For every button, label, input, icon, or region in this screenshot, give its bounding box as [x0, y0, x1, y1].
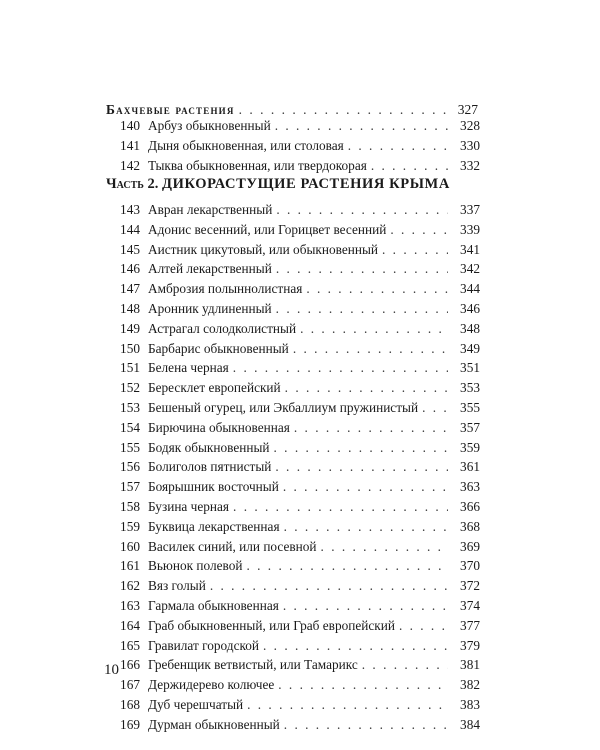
dot-leader [348, 138, 448, 154]
toc-entry-title: Авран лекарственный [148, 202, 273, 217]
toc-entry-number: 165 [120, 637, 140, 653]
toc-entry [106, 499, 480, 519]
toc-entry-page: 351 [460, 360, 480, 376]
toc-entry-page: 372 [460, 578, 480, 594]
dot-leader [210, 578, 448, 594]
toc-entry-title: Дуб черешчатый [148, 696, 244, 712]
toc-entry-page: 377 [460, 617, 480, 633]
toc-entry-number: 159 [120, 518, 140, 534]
toc-entry-number: 167 [120, 677, 140, 693]
toc-entry-number: 150 [120, 340, 140, 356]
dot-leader [294, 420, 448, 436]
toc-entry-number: 166 [120, 657, 140, 673]
toc-entry-title: Бузина черная [148, 498, 230, 514]
toc-entry-number: 162 [120, 578, 140, 594]
toc-entry [106, 539, 480, 559]
toc-entry-number: 155 [120, 439, 140, 455]
toc-list-part2 [106, 202, 480, 737]
toc-entry [106, 638, 480, 658]
toc-entry [106, 618, 480, 638]
toc-entry-number: 152 [120, 380, 140, 396]
toc-entry [106, 400, 480, 420]
toc-entry-page: 344 [460, 281, 480, 297]
toc-entry [106, 222, 480, 242]
toc-entry-title: Держидерево колючее [148, 677, 275, 693]
toc-entry-title: Граб обыкновенный, или Граб европейский [148, 617, 395, 633]
toc-entry-page: 330 [460, 137, 480, 153]
toc-entry-number: 147 [120, 281, 140, 297]
dot-leader [274, 440, 448, 456]
dot-leader [382, 242, 448, 258]
toc-entry-title: Арбуз обыкновенный [148, 118, 271, 133]
toc-entry-page: 366 [460, 498, 480, 514]
toc-entry-number: 156 [120, 459, 140, 475]
toc-entry-title: Дыня обыкновенная, или столовая [148, 137, 344, 153]
dot-leader [285, 380, 448, 396]
dot-leader [247, 558, 449, 574]
toc-entry-page: 361 [460, 459, 480, 475]
toc-entry [106, 321, 480, 341]
toc-entry-title: Гребенщик ветвистый, или Тамарикс [148, 657, 358, 673]
toc-entry [106, 118, 480, 138]
toc-entry-page: 363 [460, 479, 480, 495]
toc-entry-number: 160 [120, 538, 140, 554]
part-label: Часть 2. [106, 176, 159, 192]
toc-entry-page: 332 [460, 157, 480, 173]
toc-entry [106, 697, 480, 717]
toc-entry [106, 158, 480, 178]
toc-entry-title: Бодяк обыкновенный [148, 439, 270, 455]
dot-leader [371, 158, 448, 174]
toc-entry [106, 281, 480, 301]
dot-leader [233, 360, 448, 376]
toc-entry-title: Барбарис обыкновенный [148, 340, 289, 356]
toc-entry-number: 148 [120, 300, 140, 316]
toc-entry-page: 341 [460, 241, 480, 257]
toc-entry-page: 328 [460, 118, 480, 133]
toc-entry-number: 153 [120, 399, 140, 415]
toc-entry [106, 459, 480, 479]
dot-leader [278, 677, 448, 693]
toc-entry-page: 359 [460, 439, 480, 455]
dot-leader [233, 499, 448, 515]
toc-entry-page: 349 [460, 340, 480, 356]
toc-entry-title: Белена черная [148, 360, 229, 376]
toc-entry-number: 154 [120, 419, 140, 435]
toc-entry [106, 578, 480, 598]
toc-entry [106, 301, 480, 321]
toc-entry-page: 374 [460, 597, 480, 613]
toc-entry-title: Дурман обыкновенный [148, 716, 280, 732]
part-name: ДИКОРАСТУЩИЕ РАСТЕНИЯ КРЫМА [162, 176, 450, 192]
toc-entry-title: Бересклет европейский [148, 380, 281, 396]
toc-entry-number: 151 [120, 360, 140, 376]
toc-entry-page: 348 [460, 320, 480, 336]
toc-entry [106, 677, 480, 697]
part-title [106, 176, 486, 193]
toc-entry-page: 383 [460, 696, 480, 712]
toc-entry-page: 355 [460, 399, 480, 415]
toc-entry-title: Вьюнок полевой [148, 558, 243, 574]
section-heading-text: Бахчевые растения [106, 102, 235, 117]
toc-entry [106, 558, 480, 578]
toc-entry-page: 379 [460, 637, 480, 653]
section-heading-bakhchevye [106, 102, 478, 118]
dot-leader [275, 118, 448, 134]
toc-entry [106, 360, 480, 380]
toc-entry-title: Тыква обыкновенная, или твердокорая [148, 157, 367, 173]
dot-leader [283, 479, 448, 495]
toc-entry [106, 242, 480, 262]
toc-entry-title: Амброзия полыннолистная [148, 281, 303, 297]
toc-list-bakhchevye [106, 118, 480, 177]
toc-entry [106, 440, 480, 460]
toc-entry-number: 169 [120, 716, 140, 732]
toc-entry-title: Алтей лекарственный [148, 261, 272, 277]
toc-entry-title: Бешеный огурец, или Экбаллиум пружинистый [148, 399, 419, 415]
toc-entry-number: 145 [120, 241, 140, 257]
toc-entry-title: Вяз голый [148, 578, 206, 594]
toc-entry-page: 337 [460, 202, 480, 217]
toc-entry-page: 353 [460, 380, 480, 396]
toc-entry-title: Аистник цикутовый, или обыкновенный [148, 241, 379, 257]
dot-leader [284, 519, 448, 535]
toc-entry [106, 341, 480, 361]
section-heading-page: 327 [457, 102, 478, 117]
toc-entry [106, 380, 480, 400]
toc-entry-title: Гравилат городской [148, 637, 260, 653]
dot-leader [275, 459, 448, 475]
dot-leader [300, 321, 448, 337]
toc-entry-number: 157 [120, 479, 140, 495]
toc-entry-number: 161 [120, 558, 140, 574]
toc-entry-title: Астрагал солодколистный [148, 320, 297, 336]
toc-entry-title: Аронник удлиненный [148, 300, 272, 316]
dot-leader [276, 202, 448, 218]
dot-leader [306, 281, 448, 297]
toc-entry-title: Бирючина обыкновенная [148, 419, 290, 435]
toc-entry-number: 146 [120, 261, 140, 277]
toc-entry-page: 342 [460, 261, 480, 277]
dot-leader [283, 598, 448, 614]
toc-entry-title: Адонис весенний, или Горицвет весенний [148, 221, 387, 237]
toc-entry-number: 158 [120, 498, 140, 514]
dot-leader [284, 717, 448, 733]
toc-entry-page: 370 [460, 558, 480, 574]
dot-leader [263, 638, 448, 654]
toc-entry [106, 202, 480, 222]
toc-entry-page: 346 [460, 300, 480, 316]
toc-entry-page: 339 [460, 221, 480, 237]
toc-entry-number: 163 [120, 597, 140, 613]
dot-leader [293, 341, 448, 357]
toc-entry-number: 142 [120, 157, 140, 173]
dot-leader [362, 657, 448, 673]
toc-entry-number: 143 [120, 202, 140, 217]
toc-entry-page: 357 [460, 419, 480, 435]
toc-entry-page: 368 [460, 518, 480, 534]
toc-entry [106, 598, 480, 618]
toc-entry [106, 420, 480, 440]
toc-entry [106, 138, 480, 158]
toc-entry-page: 382 [460, 677, 480, 693]
toc-entry-number: 149 [120, 320, 140, 336]
toc-entry-title: Буквица лекарственная [148, 518, 280, 534]
toc-entry-title: Боярышник восточный [148, 479, 279, 495]
toc-entry-page: 384 [460, 716, 480, 732]
dot-leader [276, 301, 448, 317]
toc-entry-number: 141 [120, 137, 140, 153]
dot-leader [247, 697, 448, 713]
toc-entry-title: Василек синий, или посевной [148, 538, 317, 554]
dot-leader [321, 539, 448, 555]
toc-entry [106, 479, 480, 499]
toc-entry-number: 164 [120, 617, 140, 633]
toc-entry-number: 144 [120, 221, 140, 237]
toc-entry [106, 717, 480, 737]
toc-entry [106, 261, 480, 281]
page-number: 10 [104, 662, 119, 678]
toc-entry-page: 369 [460, 538, 480, 554]
toc-entry-title: Гармала обыкновенная [148, 597, 279, 613]
toc-entry-title: Болиголов пятнистый [148, 459, 272, 475]
dot-leader [399, 618, 448, 634]
dot-leader [390, 222, 448, 238]
toc-entry [106, 657, 480, 677]
toc-entry-number: 140 [120, 118, 140, 133]
toc-entry-number: 168 [120, 696, 140, 712]
dot-leader [422, 400, 448, 416]
toc-entry [106, 519, 480, 539]
dot-leader [239, 102, 454, 118]
dot-leader [276, 261, 448, 277]
toc-entry-page: 381 [460, 657, 480, 673]
